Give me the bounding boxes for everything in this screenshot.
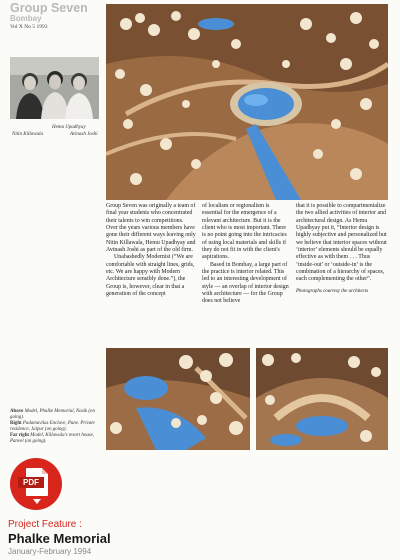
project-feature-title[interactable]: Phalke Memorial <box>8 531 111 546</box>
model-photo-right <box>256 348 388 450</box>
caption-text-above: Model, Phalke Memorial, Nasik (on going). <box>10 409 95 420</box>
article-column-3 <box>296 203 388 295</box>
article-paragraph: Unabashedly Modernist (“We are comfortable with straight lines, grids, etc. We are happy with Modern Architecture sensibly done.”), the Group is, however, clear in that a generation of the concept <box>106 254 195 298</box>
masthead <box>10 2 90 31</box>
hero-model-photo <box>106 4 388 200</box>
project-feature-label: Project Feature : <box>8 519 82 530</box>
portrait-caption-center: Hemu Upadhyay <box>52 125 86 130</box>
pdf-label: PDF <box>18 477 44 488</box>
article-column-1 <box>106 203 196 298</box>
model-photo-left <box>106 348 250 450</box>
portrait-caption-left: Nitin Killawala <box>12 132 43 137</box>
pdf-download-icon[interactable] <box>10 458 62 510</box>
photo-credit: Photographs courtesy the architects <box>296 288 369 294</box>
caption-text-right: Padamavilas Enclave, Pune. Private residence, Jaipur (on going). <box>10 421 95 432</box>
architects-portrait <box>10 57 99 119</box>
download-arrow-icon <box>33 499 41 504</box>
caption-text-far-right: Model, Killawala's resort house, Panvel (on going). <box>10 433 95 444</box>
article-paragraph: Group Seven was originally a team of final year students who concentrated their talents to win competitions. Over the years various members have gone their different ways leaving only Nitin Killawala, Hemu Upadhyay and Avinash Joshi as part of the old firm. <box>106 203 196 254</box>
caption-label-above: Above <box>10 409 24 414</box>
project-feature-date: January-February 1994 <box>8 547 92 556</box>
article-paragraph: Based in Bombay, a large part of the practice is interior related. This led to an interesting development of style — an overlap of interior design with architecture — for the Group does not believe <box>202 261 289 305</box>
masthead-volume: Vol X No 5 1993 <box>10 24 48 30</box>
caption-label-right: Right <box>10 421 22 426</box>
caption-label-far-right: Far right <box>10 433 30 438</box>
article-paragraph: that it is possible to compartmentalize the two allied activities of interior and architectural design. As Hemu Upadhyay put it, “Interior design is highly subjective and personalized but we believe that interior spaces without ‘interior’ elements should be equally effective as with them . . . Thus ‘inside-out’ or ‘outside-in’ is the combination of a hierarchy of spaces, each complementing the other”. <box>296 203 387 283</box>
photo-captions <box>10 409 102 445</box>
masthead-subtitle: Bombay <box>10 14 42 23</box>
portrait-caption-right: Avinash Joshi <box>70 132 98 137</box>
article-column-2 <box>202 203 290 306</box>
masthead-title: Group Seven <box>10 1 88 15</box>
article-paragraph: of localism or regionalism is essential for the emergence of a relevant architecture. But it is the client who is most important. There is no point going into the intricacies of using local materials and skills if they do not fit in with the client's aspirations. <box>202 203 287 261</box>
